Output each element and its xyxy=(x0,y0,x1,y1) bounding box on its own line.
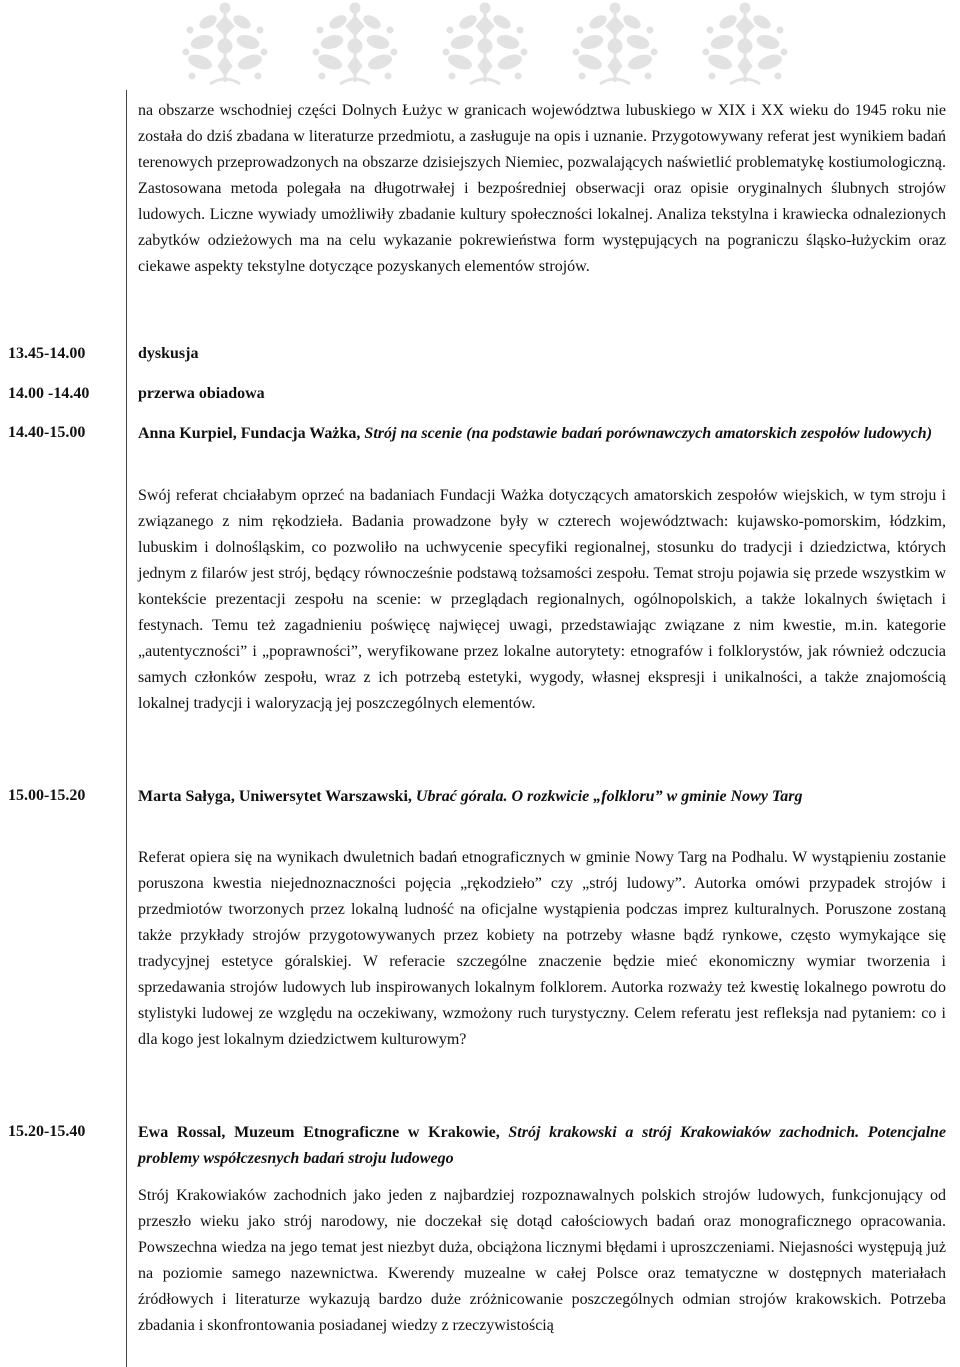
folk-ornament-icon xyxy=(440,0,530,88)
folk-ornament-icon xyxy=(180,0,270,88)
folk-ornament-icon xyxy=(700,0,790,88)
abstract-kurpiel: Swój referat chciałabym oprzeć na badaniach Fundacji Ważka dotyczących amatorskich zespołów wiejskich, w tym stroju i związanego z nim rękodzieła. Badania prowadzone były w czterech województwach: kujawsko-pomorskim, łódzkim, lubuskim i dolnośląskim, co pozwoliło na uchwycenie specyfiki regionalnej, stosunku do tradycji i dziedzictwa, których jednym z filarów jest strój, będący równocześnie podstawą tożsamości zespołu. Temat stroju pojawia się przede wszystkim w kontekście prezentacji zespołu na scenie: w przeglądach regionalnych, ogólnopolskich, a także lokalnych świętach i festynach. Temu też zagadnieniu poświęcę najwięcej uwagi, przedstawiając związane z nim kwestie, m.in. kategorie „autentyczności” i „poprawności”, weryfikowane przez lokalne autorytety: etnografów i folklorystów, jak również odczucia samych członków zespołu, wraz z ich potrzebą estetyki, wygody, własnej ekspresji i unikalności, a także znajomością lokalnej tradycji i waloryzacją jej poszczególnych elementów. xyxy=(138,487,946,712)
paper-title-salyga: Ubrać górala. O rozkwicie „folkloru” w gminie Nowy Targ xyxy=(415,788,803,805)
speaker-rossal: Ewa Rossal, Muzeum Etnograficzne w Krakowie, xyxy=(138,1124,500,1141)
paper-title-kurpiel: Strój na scenie (na podstawie badań porównawczych amatorskich zespołów ludowych) xyxy=(364,425,933,442)
speaker-kurpiel: Anna Kurpiel, Fundacja Ważka, xyxy=(138,425,361,442)
time-rossal: 15.20-15.40 xyxy=(8,1123,86,1140)
header-ornaments xyxy=(180,0,790,90)
time-kurpiel: 14.40-15.00 xyxy=(8,424,86,441)
label-przerwa: przerwa obiadowa xyxy=(138,385,265,402)
paper-title-rossal: Strój krakowski a strój Krakowiaków zachodnich. Potencjalne problemy współczesnych badań stroju ludowego xyxy=(138,1124,947,1167)
session-title-salyga xyxy=(138,784,946,810)
time-przerwa: 14.00 -14.40 xyxy=(8,385,90,402)
abstract-rossal: Strój Krakowiaków zachodnich jako jeden z najbardziej rozpoznawalnych polskich strojów ludowych, funkcjonujący od przeszło wieku jako strój narodowy, nie doczekał się dotąd całościowych badań oraz monograficznego opracowania. Powszechna wiedza na jego temat jest niezbyt duża, obciążona licznymi błędami i uproszczeniami. Niejasności występują już na poziomie samego nazewnictwa. Kwerendy muzealne w całej Polsce oraz tematyczne w dostępnych materiałach źródłowych i literaturze wykazują bardzo duże zróżnicowanie poszczególnych odmian strojów krakowskich. Potrzeba zbadania i skonfrontowania posiadanej wiedzy z rzeczywistością xyxy=(138,1187,946,1334)
time-dyskusja: 13.45-14.00 xyxy=(8,345,86,362)
time-salyga: 15.00-15.20 xyxy=(8,787,86,804)
label-dyskusja: dyskusja xyxy=(138,345,199,362)
column-divider xyxy=(126,90,127,1367)
intro-paragraph: na obszarze wschodniej części Dolnych Łużyc w granicach województwa lubuskiego w XIX i XX wieku do 1945 roku nie została do dziś zbadana w literaturze przedmiotu, a zasługuje na opis i uznanie. Przygotowywany referat jest wynikiem badań terenowych przeprowadzonych na obszarze dzisiejszych Niemiec, pozwalających naświetlić problematykę kostiumologiczną. Zastosowana metoda polegała na długotrwałej i bezpośredniej obserwacji oraz opisie oryginalnych ślubnych strojów ludowych. Liczne wywiady umożliwiły zbadanie kultury społeczności lokalnej. Analiza tekstylna i krawiecka odnalezionych zabytków odzieżowych ma na celu wykazanie pokrewieństwa form występujących na pograniczu śląsko-łużyckim oraz ciekawe aspekty tekstylne dotyczące pozyskanych elementów strojów. xyxy=(138,102,946,275)
folk-ornament-icon xyxy=(310,0,400,88)
abstract-salyga: Referat opiera się na wynikach dwuletnich badań etnograficznych w gminie Nowy Targ na Podhalu. W wystąpieniu zostanie poruszona kwestia niejednoznaczności pojęcia „rękodzieło” czy „strój ludowy”. Autorka omówi przypadek strojów i przedmiotów tworzonych przez lokalną ludność na oficjalne wystąpienia podczas imprez kulturalnych. Poruszone zostaną także przykłady strojów przygotowywanych przez kobiety na potrzeby własne bądź rynkowe, często wymykające się tradycyjnej estetyce góralskiej. W referacie szczególne znaczenie będzie mieć ekonomiczny wymiar tworzenia i sprzedawania strojów ludowych lub inspirowanych lokalnym folklorem. Autorka rozważy też kwestię lokalnego powrotu do stylistyki ludowej ze względu na oczekiwany, wzmożony ruch turystyczny. Celem referatu jest refleksja nad pytaniem: co i dla kogo jest lokalnym dziedzictwem kulturowym? xyxy=(138,849,946,1048)
speaker-salyga: Marta Sałyga, Uniwersytet Warszawski, xyxy=(138,788,412,805)
folk-ornament-icon xyxy=(570,0,660,88)
session-title-rossal xyxy=(138,1120,946,1172)
session-title-kurpiel xyxy=(138,421,946,447)
